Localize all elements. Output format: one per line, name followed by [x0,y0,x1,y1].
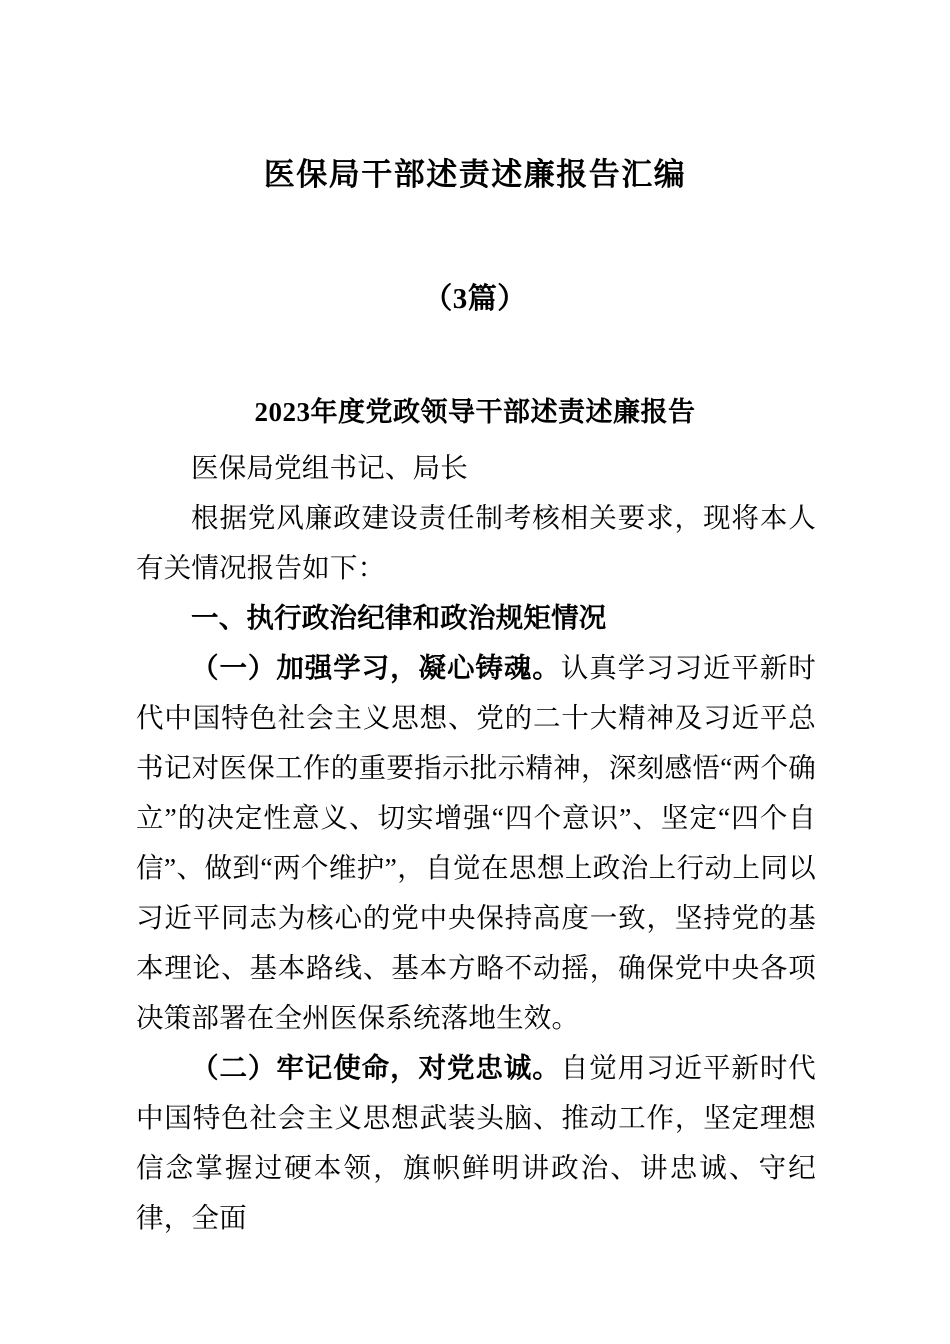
section-item-2-lead: （二）牢记使命，对党忠诚。 [191,1052,561,1083]
section-item-2 [136,1043,816,1243]
article-byline: 医保局党组书记、局长 [191,452,468,483]
section-item-1-lead: （一）加强学习，凝心铸魂。 [191,652,561,683]
document-count-label: （3篇） [423,283,527,315]
section-item-1-text: 认真学习习近平新时代中国特色社会主义思想、党的二十大精神及习近平总书记对医保工作的重要指示批示精神，深刻感悟“两个确立”的决定性意义、切实增强“四个意识”、坚定“四个自信”、做到“两个维护”，自觉在思想上政治上行动上同以习近平同志为核心的党中央保持高度一致，坚持党的基本理论、基本路线、基本方略不动摇，确保党中央各项决策部署在全州医保系统落地生效。 [136,652,816,1033]
section-item-1 [136,643,816,1043]
section-item-2-text: 自觉用习近平新时代中国特色社会主义思想武装头脑、推动工作，坚定理想信念掌握过硬本领，旗帜鲜明讲政治、讲忠诚、守纪律，全面 [136,1052,816,1233]
section-heading-1: 一、执行政治纪律和政治规矩情况 [191,602,607,633]
article-heading: 2023年度党政领导干部述责述廉报告 [254,397,696,427]
article-body [136,443,816,1243]
document-title: 医保局干部述责述廉报告汇编 [263,157,687,192]
article-preamble: 根据党风廉政建设责任制考核相关要求，现将本人有关情况报告如下： [136,502,816,583]
